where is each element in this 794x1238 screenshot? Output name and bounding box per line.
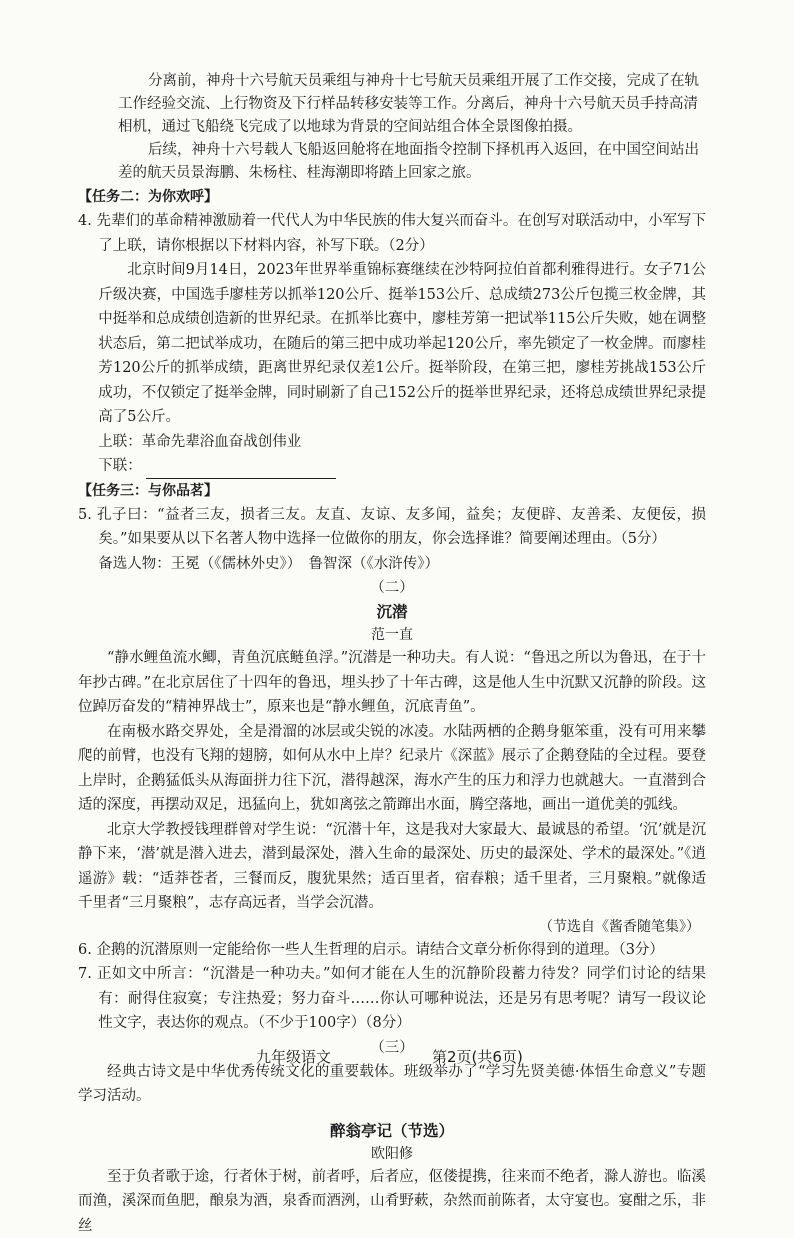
question-5: 5. 孔子曰：“益者三友，损者三友。友直、友谅、友多闻，益矣；友便辟、友善柔、友便佞，损矣。”如果要从以下名著人物中选择一位做你的朋友，你会选择谁？简要阐述理由。（5分） <box>78 503 706 552</box>
footer-page-number: 第2页(共6页) <box>432 1046 523 1067</box>
article-title: 沉潜 <box>78 600 706 624</box>
page-footer <box>0 1046 794 1074</box>
section-3-label: （三） <box>78 1036 706 1060</box>
article-paragraph-2: 在南极水路交界处，全是滑溜的冰层或尖锐的冰凌。水陆两栖的企鹅身躯笨重，没有可用来攀爬的前臂，也没有飞翔的翅膀，如何从水中上岸？纪录片《深蓝》展示了企鹅登陆的全过程。要登上岸时，企鹅猛低头从海面拼力往下沉，潜得越深，海水产生的压力和浮力也就越大。一直潜到合适的深度，再摆动双足，迅猛向上，犹如离弦之箭蹿出水面，腾空落地，画出一道优美的弧线。 <box>78 720 706 818</box>
question-7: 7. 正如文中所言：“沉潜是一种功夫。”如何才能在人生的沉静阶段蓄力待发？同学们讨论的结果有：耐得住寂寞；专注热爱；努力奋斗……你认可哪种说法，还是另有思考呢？请写一段议论性文字，表达你的观点。（不少于100字）（8分） <box>78 962 706 1036</box>
intro-line: 后续，神舟十六号载人飞船返回舱将在地面指令控制下择机再入返回，在中国空间站出 <box>78 139 706 162</box>
intro-passage <box>78 70 706 185</box>
upper-couplet: 上联：革命先辈浴血奋战创伟业 <box>78 430 706 455</box>
task3-heading: 【任务三：与你品茗】 <box>78 479 706 503</box>
intro-line: 工作经验交流、上行物资及下行样品转移安装等工作。分离后，神舟十六号航天员手持高清 <box>78 93 706 116</box>
intro-line: 分离前，神舟十六号航天员乘组与神舟十七号航天员乘组开展了工作交接，完成了在轨 <box>78 70 706 93</box>
section-3-intro: 经典古诗文是中华优秀传统文化的重要载体。班级举办了“学习先贤美德·体悟生命意义”专题学习活动。 <box>78 1060 706 1109</box>
article-paragraph-3: 北京大学教授钱理群曾对学生说：“沉潜十年，这是我对大家最大、最诚恳的希望。‘沉’就是沉静下来，‘潜’就是潜入进去，潜到最深处，潜入生命的最深处、历史的最深处、学术的最深处。”《逍遥游》载：“适莽苍者，三餐而反，腹犹果然；适百里者，宿春粮；适千里者，三月聚粮。”就像适千里者“三月聚粮”，志存高远者，当学会沉潜。 <box>78 818 706 916</box>
article-source: （节选自《酱香随笔集》） <box>78 916 706 938</box>
intro-line: 相机，通过飞船绕飞完成了以地球为背景的空间站组合体全景图像拍摄。 <box>78 116 706 139</box>
section-2-label: （二） <box>78 576 706 600</box>
question-6: 6. 企鹅的沉潜原则一定能给你一些人生哲理的启示。请结合文章分析你得到的道理。（3分） <box>78 938 706 963</box>
classic-text: 至于负者歌于途，行者休于树，前者呼，后者应，伛偻提携，往来而不绝者，滁人游也。临溪而渔，溪深而鱼肥，酿泉为酒，泉香而酒洌，山肴野蔌，杂然而前陈者，太守宴也。宴酣之乐，非丝 <box>78 1165 706 1238</box>
lower-couplet-label: 下联： <box>98 458 142 474</box>
question-4: 4. 先辈们的革命精神激励着一代代人为中华民族的伟大复兴而奋斗。在创写对联活动中，小军写下了上联，请你根据以下材料内容，补写下联。（2分） <box>78 209 706 258</box>
classic-title: 醉翁亭记（节选） <box>78 1119 706 1143</box>
classic-author: 欧阳修 <box>78 1143 706 1165</box>
q5-options: 备选人物：王冕（《儒林外史》） 鲁智深（《水浒传》） <box>78 552 706 577</box>
lower-couplet-row <box>78 454 706 479</box>
q4-material: 北京时间9月14日，2023年世界举重锦标赛继续在沙特阿拉伯首都利雅得进行。女子71公斤级决赛，中国选手廖桂芳以抓举120公斤、挺举153公斤、总成绩273公斤包揽三枚金牌，其中挺举和总成绩创造新的世界纪录。在抓举比赛中，廖桂芳第一把试举115公斤失败，她在调整状态后，第二把试举成功，在随后的第三把中成功举起120公斤，率先锁定了一枚金牌。而廖桂芳120公斤的抓举成绩，距离世界纪录仅差1公斤。挺举阶段，在第三把，廖桂芳挑战153公斤成功，不仅锁定了挺举金牌，同时刷新了自己152公斤的挺举世界纪录，还将总成绩世界纪录提高了5公斤。 <box>78 258 706 430</box>
task2-heading: 【任务二：为你欢呼】 <box>78 185 706 209</box>
footer-subject: 九年级语文 <box>256 1046 331 1067</box>
answer-blank[interactable] <box>146 462 336 479</box>
article-paragraph-1: “静水鲤鱼流水鲫，青鱼沉底鲢鱼浮。”沉潜是一种功夫。有人说：“鲁迅之所以为鲁迅，在于十年抄古碑。”在北京居住了十四年的鲁迅，埋头抄了十年古碑，这是他人生中沉默又沉静的阶段。这位踔厉奋发的“精神界战士”，原来也是“静水鲤鱼，沉底青鱼”。 <box>78 646 706 720</box>
intro-line: 差的航天员景海鹏、朱杨柱、桂海潮即将踏上回家之旅。 <box>78 162 706 185</box>
article-author: 范一直 <box>78 624 706 646</box>
